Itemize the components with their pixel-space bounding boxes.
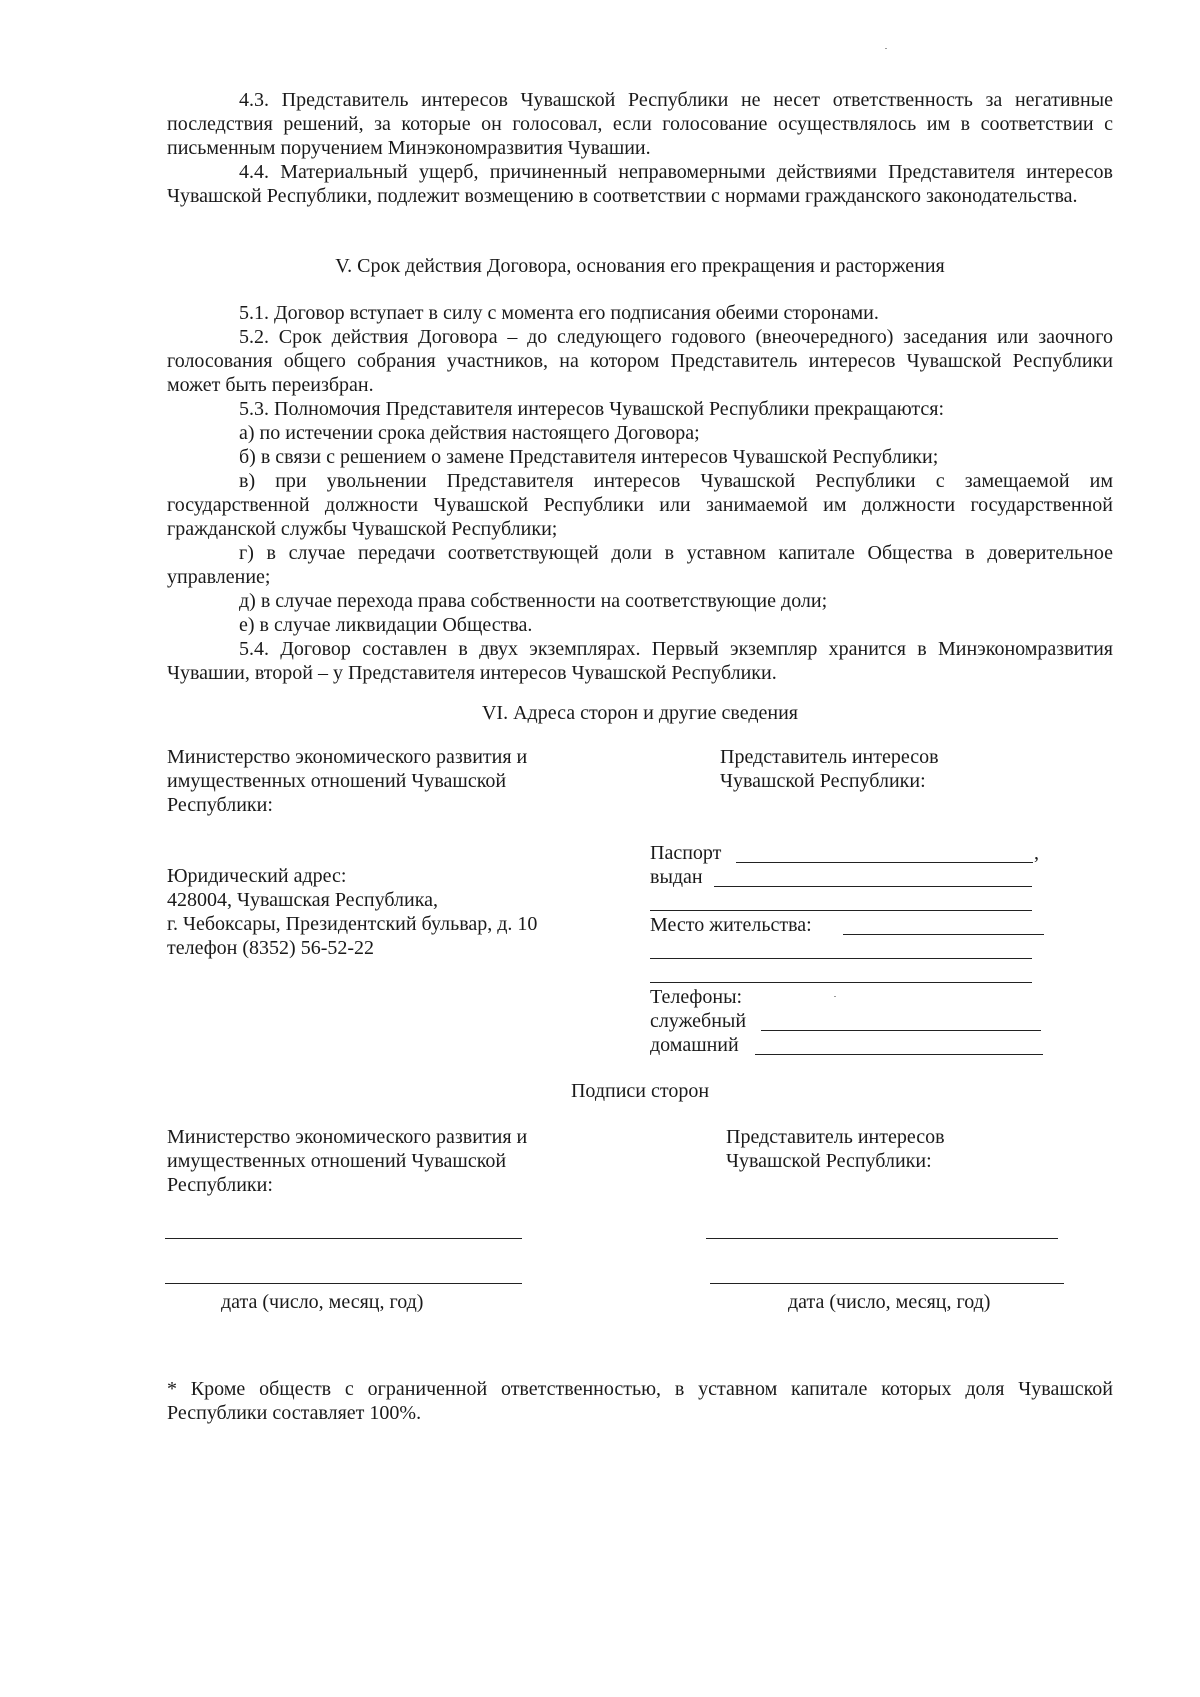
home-phone-field[interactable] [755,1054,1043,1055]
paragraph-4-3: 4.3. Представитель интересов Чувашской Республики не несет ответственность за негативные последствия решений, за которые он голосовал, если голосование осуществлялось им в соответствии с письменным поручением Минэкономразвития Чувашии. [167,89,1113,159]
ministry-line-2: имущественных отношений Чувашской [167,770,507,792]
date-caption-right: дата (число, месяц, год) [788,1291,991,1313]
passport-field[interactable] [736,862,1033,863]
paragraph-4-4: 4.4. Материальный ущерб, причиненный неправомерными действиями Представителя интересов Чувашской Республики, подлежит возмещению в соответствии с нормами гражданского законодательства. [167,161,1113,207]
address-line-1: 428004, Чувашская Республика, [167,889,439,911]
residence-field-line-2[interactable] [650,958,1032,959]
paragraph-5-2: 5.2. Срок действия Договора – до следующего годового (внеочередного) заседания или заочного голосования общего собрания участников, на котором Представитель интересов Чувашской Республики может быть переизбран. [167,326,1113,396]
scan-speck [885,48,887,49]
signatures-heading: Подписи сторон [570,1080,710,1102]
representative-date-line[interactable] [710,1283,1064,1284]
phone-number: телефон (8352) 56-52-22 [167,937,375,959]
legal-address-block [167,864,537,960]
date-caption-left: дата (число, месяц, год) [221,1291,424,1313]
item-d: д) в случае перехода права собственности на соответствующие доли; [239,590,828,612]
section-5-heading: V. Срок действия Договора, основания его прекращения и расторжения [335,255,945,277]
ministry-line-3: Республики: [167,794,273,816]
sign-ministry-line-3: Республики: [167,1174,273,1196]
sign-representative-line-2: Чувашской Республики: [726,1150,932,1172]
home-phone-label: домашний [650,1034,739,1056]
item-g: г) в случае передачи соответствующей доли в уставном капитале Общества в доверительное управление; [167,542,1113,588]
ministry-signature-line[interactable] [165,1238,522,1239]
representative-party-block [720,745,939,793]
ministry-date-line[interactable] [165,1283,522,1284]
ministry-line-1: Министерство экономического развития и [167,746,528,768]
address-line-2: г. Чебоксары, Президентский бульвар, д. 10 [167,913,538,935]
footnote-text: * Кроме обществ с ограниченной ответственностью, в уставном капитале которых доля Чувашской Республики составляет 100%. [167,1378,1113,1424]
item-a: а) по истечении срока действия настоящего Договора; [239,422,700,444]
representative-signature-line[interactable] [706,1238,1058,1239]
legal-address-label: Юридический адрес: [167,865,347,887]
issued-field[interactable] [714,886,1032,887]
section-6-heading: VI. Адреса сторон и другие сведения [481,702,799,724]
paragraph-5-3: 5.3. Полномочия Представителя интересов Чувашской Республики прекращаются: [239,398,945,420]
residence-field[interactable] [843,934,1044,935]
section-5 [167,301,1113,685]
footnote [167,1377,1113,1425]
section-4 [167,88,1113,208]
ministry-party-block [167,745,527,817]
sign-representative-line-1: Представитель интересов [726,1126,945,1148]
issued-label: выдан [650,866,703,888]
scan-speck [834,996,836,997]
item-v: в) при увольнении Представителя интересов Чувашской Республики с замещаемой им государственной должности Чувашской Республики или занимаемой им должности государственной гражданской службы Чувашской Республики; [167,470,1113,540]
sign-ministry-line-2: имущественных отношений Чувашской [167,1150,507,1172]
paragraph-5-1: 5.1. Договор вступает в силу с момента его подписания обеими сторонами. [239,302,879,324]
residence-label: Место жительства: [650,914,812,936]
representative-line-2: Чувашской Республики: [720,770,926,792]
item-b: б) в связи с решением о замене Представителя интересов Чувашской Республики; [239,446,939,468]
representative-line-1: Представитель интересов [720,746,939,768]
work-phone-field[interactable] [761,1030,1041,1031]
issued-field-line-2[interactable] [650,910,1032,911]
residence-field-line-3[interactable] [650,982,1032,983]
work-phone-label: служебный [650,1010,747,1032]
paragraph-5-4: 5.4. Договор составлен в двух экземплярах. Первый экземпляр хранится в Минэкономразвития Чувашии, второй – у Представителя интересов Чувашской Республики. [167,638,1113,684]
passport-label: Паспорт [650,842,722,864]
phones-label: Телефоны: [650,986,743,1008]
signature-ministry-block [167,1125,527,1197]
item-e: е) в случае ликвидации Общества. [239,614,533,636]
signature-representative-block [726,1125,945,1173]
sign-ministry-line-1: Министерство экономического развития и [167,1126,528,1148]
passport-comma: , [1034,842,1039,864]
